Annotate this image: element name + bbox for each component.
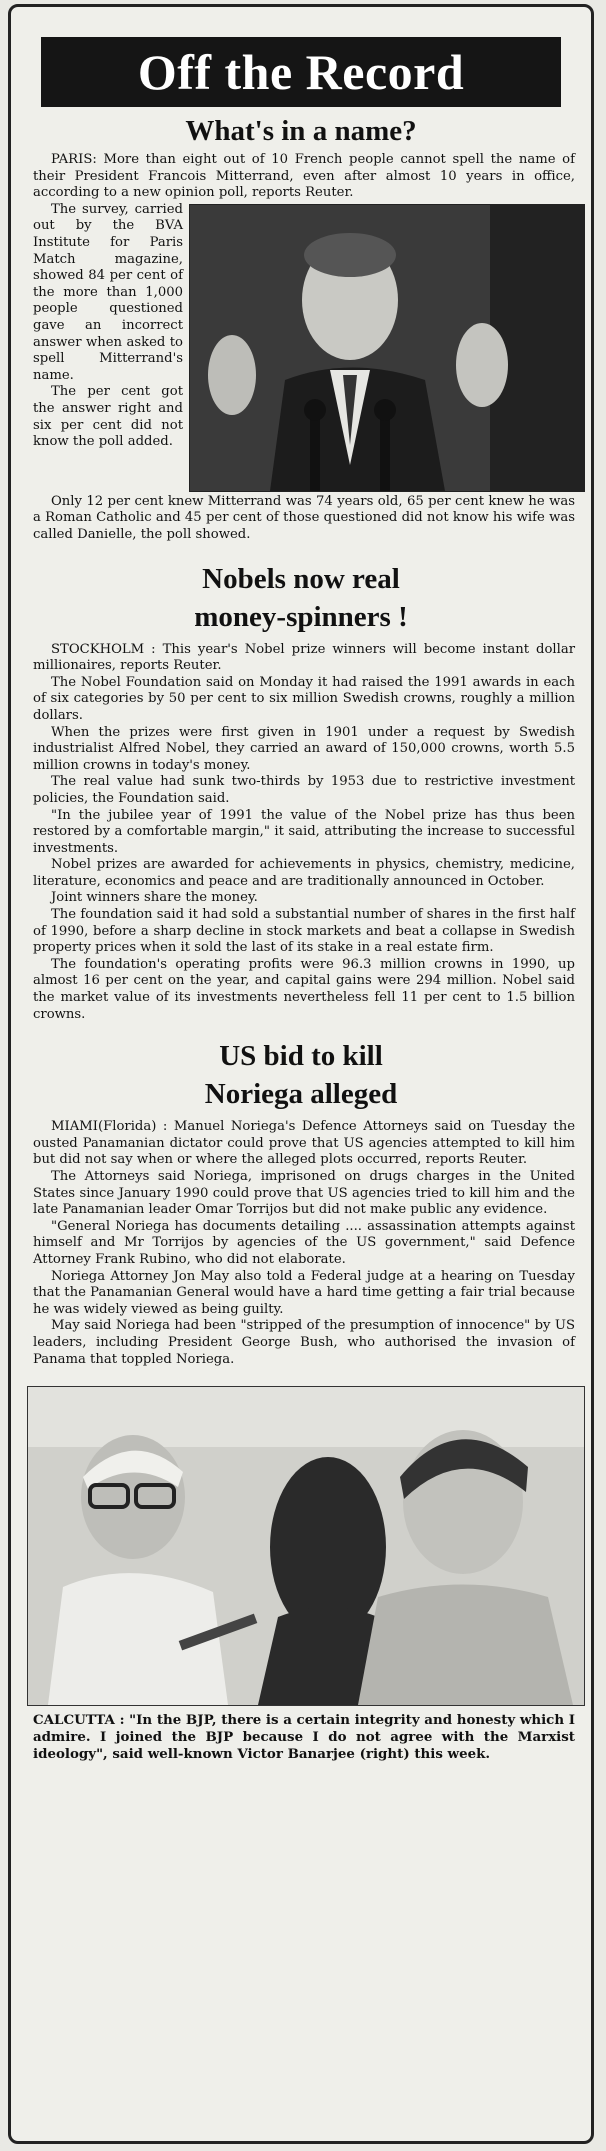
banarjee-photo — [27, 1386, 585, 1706]
story3-body — [11, 1119, 591, 1368]
story3-paragraph: Noriega Attorney Jon May also told a Federal judge at a hearing on Tuesday that the Panamanian General would have a hard time getting a fair trial because he was widely viewed as being guilty. — [33, 1268, 575, 1317]
story1-photo-block — [11, 202, 591, 494]
story3-paragraph: May said Noriega had been "stripped of the presumption of innocence" by US leaders, including President George Bush, who authorised the invasion of Panama that toppled Noriega. — [33, 1318, 575, 1367]
photo-caption: CALCUTTA : "In the BJP, there is a certain integrity and honesty which I admire. I joined the BJP because I do not agree with the Marxist ideology", said well-known Victor Banarjee (right) this week. — [33, 1712, 575, 1763]
story2-headline-line2: money-spinners ! — [194, 600, 408, 633]
story1-paragraph: The per cent got the answer right and six per cent did not know the poll added. — [33, 384, 183, 450]
story1-paragraph: PARIS: More than eight out of 10 French people cannot spell the name of their President Francois Mitterrand, even after almost 10 years in office, according to a new opinion poll, reports Reuter. — [33, 152, 575, 201]
masthead-title: Off the Record — [137, 44, 465, 100]
story2-paragraph: "In the jubilee year of 1991 the value of the Nobel prize has thus been restored by a comfortable margin," it said, attributing the increase to successful investments. — [33, 807, 575, 856]
story3-headline — [11, 1037, 591, 1113]
story2-paragraph: STOCKHOLM : This year's Nobel prize winners will become instant dollar millionaires, reports Reuter. — [33, 641, 575, 674]
story3-paragraph: MIAMI(Florida) : Manuel Noriega's Defence Attorneys said on Tuesday the ousted Panamanian dictator could prove that US agencies attempted to kill him but did not say when or where the alleged plots occurred, reports Reuter. — [33, 1119, 575, 1168]
story2-paragraph: The Nobel Foundation said on Monday it had raised the 1991 awards in each of six categories by 50 per cent to six million Swedish crowns, roughly a million dollars. — [33, 674, 575, 723]
story3-headline-line1: US bid to kill — [219, 1040, 383, 1073]
story2-headline-line1: Nobels now real — [202, 562, 400, 595]
story1-paragraph: Only 12 per cent knew Mitterrand was 74 years old, 65 per cent knew he was a Roman Catholic and 45 per cent of those questioned did not know his wife was called Danielle, the poll showed. — [33, 493, 575, 542]
story1-paragraph: The survey, carried out by the BVA Institute for Paris Match magazine, showed 84 per cent of the more than 1,000 people questioned gave an incorrect answer when asked to spell Mitterrand's name. — [33, 201, 183, 383]
newspaper-page — [8, 4, 594, 2144]
story2-paragraph: The foundation's operating profits were 96.3 million crowns in 1990, up almost 16 per cent on the year, and capital gains were 294 million. Nobel said the market value of its investments nevertheless fell 11 per cent to 1.5 billion crowns. — [33, 956, 575, 1022]
story2-paragraph: Nobel prizes are awarded for achievements in physics, chemistry, medicine, literature, economics and peace and are traditionally announced in October. — [33, 857, 575, 889]
masthead — [41, 37, 561, 107]
story2-paragraph: When the prizes were first given in 1901 under a request by Swedish industrialist Alfred Nobel, they carried an award of 150,000 crowns, worth 5.5 million crowns in today's money. — [33, 724, 575, 773]
story2-paragraph: Joint winners share the money. — [51, 890, 258, 906]
story2-body — [11, 642, 591, 1024]
story3-paragraph: The Attorneys said Noriega, imprisoned on drugs charges in the United States since January 1990 could prove that US agencies tried to kill him and the late Panamanian leader Omar Torrijos but did not make public any evidence. — [33, 1169, 575, 1218]
story2-paragraph: The foundation said it had sold a substantial number of shares in the first half of 1990, before a sharp decline in stock markets and beat a collapse in Swedish property prices when it sold the last of its stake in a real estate firm. — [33, 907, 575, 956]
story1-headline: What's in a name? — [185, 115, 417, 147]
story2-headline — [11, 560, 591, 636]
story3-headline-line2: Noriega alleged — [204, 1078, 398, 1111]
story3-paragraph: "General Noriega has documents detailing .... assassination attempts against himself and Mr Torrijos by agencies of the US government," said Defence Attorney Frank Rubino, who did not elaborate. — [33, 1218, 575, 1267]
story2-paragraph: The real value had sunk two-thirds by 1953 due to restrictive investment policies, the Foundation said. — [33, 774, 575, 806]
mitterrand-photo — [189, 204, 585, 492]
